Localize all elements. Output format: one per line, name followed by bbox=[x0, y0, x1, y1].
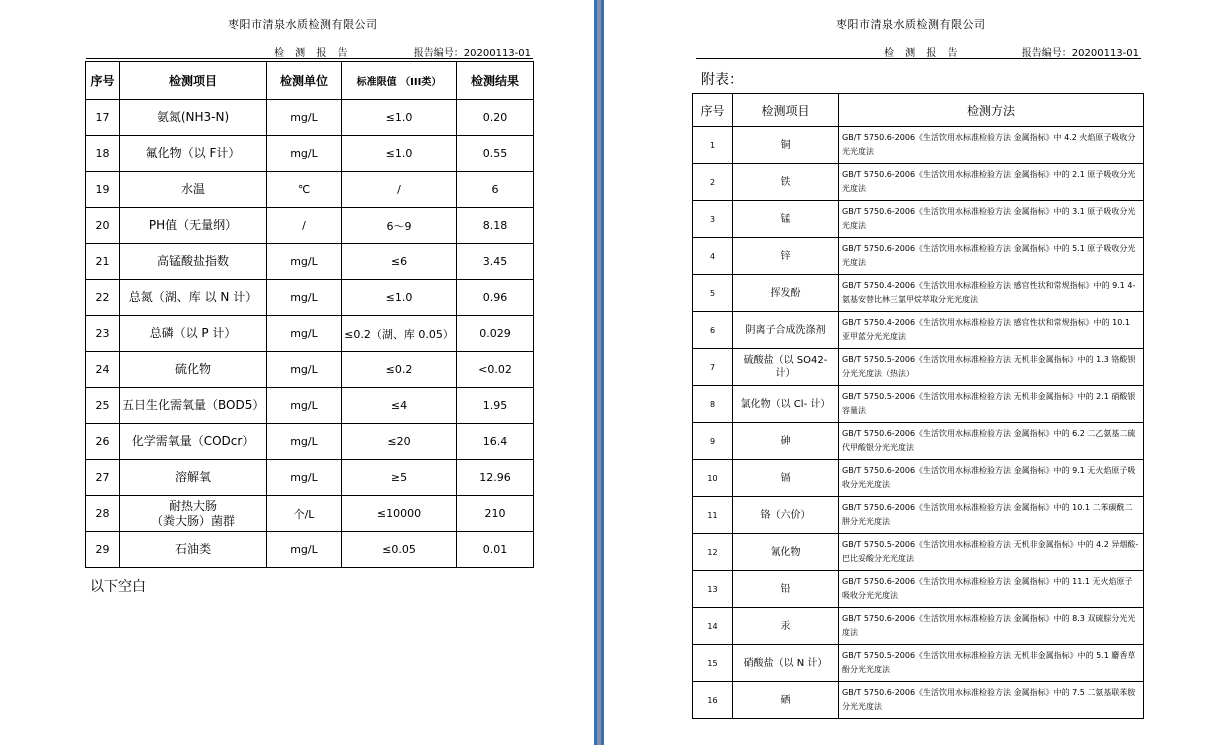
cell-standard: ≤0.2 bbox=[342, 352, 457, 388]
cell-item-text: 石油类 bbox=[174, 542, 211, 556]
cell-item-text: 五日生化需氧量（BOD5） bbox=[122, 398, 265, 412]
cell-item bbox=[120, 460, 267, 496]
company-name: 枣阳市清泉水质检测有限公司 bbox=[836, 18, 986, 31]
report-number: 报告编号：20200113-01 bbox=[413, 48, 531, 59]
cell-unit: mg/L bbox=[267, 460, 342, 496]
cell-result: 16.4 bbox=[457, 424, 534, 460]
cell-result: 0.029 bbox=[457, 316, 534, 352]
cell-no: 18 bbox=[86, 136, 120, 172]
report-title: 检 测 报 告 bbox=[274, 48, 352, 59]
cell-standard: ≥5 bbox=[342, 460, 457, 496]
report-page-left bbox=[0, 0, 594, 745]
header-result: 检测结果 bbox=[457, 62, 534, 100]
report-title: 检 测 报 告 bbox=[884, 48, 962, 59]
cell-item bbox=[120, 388, 267, 424]
cell-item: 铜 bbox=[733, 127, 839, 164]
cell-item: 镉 bbox=[733, 460, 839, 497]
cell-item: 硫酸盐（以 SO42- 计） bbox=[733, 349, 839, 386]
cell-standard: ≤0.2（湖、库 0.05） bbox=[342, 316, 457, 352]
header-item: 检测项目 bbox=[120, 62, 267, 100]
table-row bbox=[86, 172, 534, 208]
page-gap bbox=[594, 0, 604, 745]
cell-method: GB/T 5750.6-2006《生活饮用水标准检验方法 金属指标》中的 6.2 二乙氨基二硫代甲酸银分光光度法 bbox=[839, 423, 1144, 460]
cell-item bbox=[120, 316, 267, 352]
report-page-right bbox=[604, 0, 1206, 745]
table-row bbox=[693, 534, 1144, 571]
cell-no: 5 bbox=[693, 275, 733, 312]
cell-method: GB/T 5750.6-2006《生活饮用水标准检验方法 金属指标》中 4.2 火焰原子吸收分光光度法 bbox=[839, 127, 1144, 164]
cell-standard: ≤20 bbox=[342, 424, 457, 460]
cell-no: 29 bbox=[86, 532, 120, 568]
cell-item bbox=[120, 172, 267, 208]
cell-item: 氰化物 bbox=[733, 534, 839, 571]
cell-item: 铅 bbox=[733, 571, 839, 608]
cell-no: 15 bbox=[693, 645, 733, 682]
cell-method: GB/T 5750.5-2006《生活饮用水标准检验方法 无机非金属指标》中的 5.1 麝香草酚分光光度法 bbox=[839, 645, 1144, 682]
cell-item: 挥发酚 bbox=[733, 275, 839, 312]
cell-result: <0.02 bbox=[457, 352, 534, 388]
cell-item-text: 水温 bbox=[180, 182, 205, 196]
table-row bbox=[693, 201, 1144, 238]
cell-method: GB/T 5750.6-2006《生活饮用水标准检验方法 金属指标》中的 2.1 原子吸收分光光度法 bbox=[839, 164, 1144, 201]
header-standard: 标准限值 （III类） bbox=[342, 62, 457, 100]
table-row bbox=[86, 460, 534, 496]
table-row bbox=[693, 238, 1144, 275]
methods-table-header bbox=[693, 94, 1144, 127]
cell-no: 4 bbox=[693, 238, 733, 275]
header-no: 序号 bbox=[86, 62, 120, 100]
cell-unit: ℃ bbox=[267, 172, 342, 208]
cell-method: GB/T 5750.6-2006《生活饮用水标准检验方法 金属指标》中的 8.3 双硫腙分光光度法 bbox=[839, 608, 1144, 645]
cell-result: 0.01 bbox=[457, 532, 534, 568]
cell-standard: / bbox=[342, 172, 457, 208]
cell-item bbox=[120, 100, 267, 136]
cell-result: 6 bbox=[457, 172, 534, 208]
cell-result: 8.18 bbox=[457, 208, 534, 244]
cell-no: 26 bbox=[86, 424, 120, 460]
cell-unit: mg/L bbox=[267, 388, 342, 424]
cell-item: 阴离子合成洗涤剂 bbox=[733, 312, 839, 349]
company-name: 枣阳市清泉水质检测有限公司 bbox=[228, 18, 378, 31]
cell-method: GB/T 5750.6-2006《生活饮用水标准检验方法 金属指标》中的 7.5 二氨基联苯胺分光光度法 bbox=[839, 682, 1144, 719]
cell-item bbox=[120, 424, 267, 460]
cell-no: 1 bbox=[693, 127, 733, 164]
cell-item bbox=[120, 136, 267, 172]
cell-method: GB/T 5750.5-2006《生活饮用水标准检验方法 无机非金属指标》中的 4.2 异烟酸-巴比妥酸分光光度法 bbox=[839, 534, 1144, 571]
table-row bbox=[86, 100, 534, 136]
appendix-label: 附表： bbox=[701, 72, 743, 88]
cell-method: GB/T 5750.6-2006《生活饮用水标准检验方法 金属指标》中的 10.1 二苯碳酰二肼分光光度法 bbox=[839, 497, 1144, 534]
table-row bbox=[86, 208, 534, 244]
table-row bbox=[693, 312, 1144, 349]
table-row bbox=[693, 608, 1144, 645]
cell-item bbox=[120, 352, 267, 388]
cell-item: 锌 bbox=[733, 238, 839, 275]
cell-item-text: 高锰酸盐指数 bbox=[156, 254, 229, 268]
cell-no: 17 bbox=[86, 100, 120, 136]
table-row bbox=[86, 244, 534, 280]
cell-item bbox=[120, 208, 267, 244]
header-no: 序号 bbox=[693, 94, 733, 127]
page-gap-edge bbox=[594, 0, 597, 745]
table-row bbox=[693, 682, 1144, 719]
cell-no: 10 bbox=[693, 460, 733, 497]
cell-standard: ≤6 bbox=[342, 244, 457, 280]
table-row bbox=[86, 496, 534, 532]
header-unit: 检测单位 bbox=[267, 62, 342, 100]
table-row bbox=[693, 275, 1144, 312]
cell-no: 2 bbox=[693, 164, 733, 201]
cell-no: 14 bbox=[693, 608, 733, 645]
table-row bbox=[86, 352, 534, 388]
blank-note: 以下空白 bbox=[90, 579, 146, 595]
cell-item bbox=[120, 532, 267, 568]
cell-item-text: 总氮（湖、库 以 N 计） bbox=[128, 290, 258, 304]
cell-result: 1.95 bbox=[457, 388, 534, 424]
cell-item-text: 氨氮(NH3-N) bbox=[156, 110, 230, 124]
cell-item: 硒 bbox=[733, 682, 839, 719]
cell-unit: mg/L bbox=[267, 424, 342, 460]
methods-table bbox=[692, 93, 1144, 719]
cell-method: GB/T 5750.6-2006《生活饮用水标准检验方法 金属指标》中的 5.1 原子吸收分光光度法 bbox=[839, 238, 1144, 275]
header-method: 检测方法 bbox=[839, 94, 1144, 127]
cell-method: GB/T 5750.6-2006《生活饮用水标准检验方法 金属指标》中的 11.1 无火焰原子吸收分光光度法 bbox=[839, 571, 1144, 608]
cell-standard: ≤1.0 bbox=[342, 280, 457, 316]
cell-no: 11 bbox=[693, 497, 733, 534]
cell-no: 16 bbox=[693, 682, 733, 719]
table-row bbox=[86, 280, 534, 316]
table-row bbox=[86, 424, 534, 460]
report-number: 报告编号：20200113-01 bbox=[1021, 48, 1139, 59]
table-row bbox=[86, 316, 534, 352]
table-row bbox=[86, 388, 534, 424]
cell-item-text: 硫化物 bbox=[174, 362, 211, 376]
cell-no: 20 bbox=[86, 208, 120, 244]
table-row bbox=[693, 460, 1144, 497]
cell-item-text: 氟化物（以 F计） bbox=[145, 146, 241, 160]
cell-no: 19 bbox=[86, 172, 120, 208]
report-header bbox=[86, 44, 533, 59]
cell-item-text: 耐热大肠 （粪大肠）菌群 bbox=[150, 498, 235, 528]
cell-method: GB/T 5750.4-2006《生活饮用水标准检验方法 感官性状和常规指标》中的 9.1 4-氨基安替比林三氯甲烷萃取分光光度法 bbox=[839, 275, 1144, 312]
results-table-header bbox=[86, 62, 534, 100]
cell-no: 28 bbox=[86, 496, 120, 532]
cell-item: 铬（六价） bbox=[733, 497, 839, 534]
cell-no: 23 bbox=[86, 316, 120, 352]
cell-unit: mg/L bbox=[267, 136, 342, 172]
cell-item: 汞 bbox=[733, 608, 839, 645]
cell-no: 7 bbox=[693, 349, 733, 386]
table-row bbox=[693, 349, 1144, 386]
cell-method: GB/T 5750.6-2006《生活饮用水标准检验方法 金属指标》中的 3.1 原子吸收分光光度法 bbox=[839, 201, 1144, 238]
cell-unit: / bbox=[267, 208, 342, 244]
table-row bbox=[693, 164, 1144, 201]
cell-result: 0.20 bbox=[457, 100, 534, 136]
results-table bbox=[85, 61, 534, 568]
table-row bbox=[86, 532, 534, 568]
cell-no: 24 bbox=[86, 352, 120, 388]
cell-no: 13 bbox=[693, 571, 733, 608]
cell-no: 6 bbox=[693, 312, 733, 349]
cell-result: 0.55 bbox=[457, 136, 534, 172]
cell-method: GB/T 5750.5-2006《生活饮用水标准检验方法 无机非金属指标》中的 2.1 硝酸银容量法 bbox=[839, 386, 1144, 423]
table-row bbox=[86, 136, 534, 172]
cell-no: 3 bbox=[693, 201, 733, 238]
cell-result: 210 bbox=[457, 496, 534, 532]
cell-standard: ≤0.05 bbox=[342, 532, 457, 568]
cell-unit: mg/L bbox=[267, 244, 342, 280]
report-header bbox=[696, 44, 1141, 59]
cell-item-text: PH值（无量纲） bbox=[148, 218, 238, 232]
cell-no: 9 bbox=[693, 423, 733, 460]
cell-standard: ≤4 bbox=[342, 388, 457, 424]
cell-unit: mg/L bbox=[267, 280, 342, 316]
cell-result: 12.96 bbox=[457, 460, 534, 496]
cell-no: 12 bbox=[693, 534, 733, 571]
cell-unit: 个/L bbox=[267, 496, 342, 532]
cell-standard: ≤10000 bbox=[342, 496, 457, 532]
cell-result: 3.45 bbox=[457, 244, 534, 280]
cell-method: GB/T 5750.6-2006《生活饮用水标准检验方法 金属指标》中的 9.1 无火焰原子吸收分光光度法 bbox=[839, 460, 1144, 497]
cell-unit: mg/L bbox=[267, 532, 342, 568]
cell-unit: mg/L bbox=[267, 100, 342, 136]
cell-standard: 6～9 bbox=[342, 208, 457, 244]
header-item: 检测项目 bbox=[733, 94, 839, 127]
cell-no: 27 bbox=[86, 460, 120, 496]
cell-item-text: 溶解氧 bbox=[174, 470, 211, 484]
table-row bbox=[693, 645, 1144, 682]
cell-standard: ≤1.0 bbox=[342, 100, 457, 136]
table-row bbox=[693, 497, 1144, 534]
cell-no: 21 bbox=[86, 244, 120, 280]
table-row bbox=[693, 571, 1144, 608]
cell-no: 22 bbox=[86, 280, 120, 316]
cell-item-text: 总磷（以 P 计） bbox=[149, 326, 237, 340]
cell-item: 砷 bbox=[733, 423, 839, 460]
cell-method: GB/T 5750.5-2006《生活饮用水标准检验方法 无机非金属指标》中的 1.3 铬酸钡分光光度法（热法） bbox=[839, 349, 1144, 386]
cell-standard: ≤1.0 bbox=[342, 136, 457, 172]
cell-item: 锰 bbox=[733, 201, 839, 238]
table-row bbox=[693, 423, 1144, 460]
cell-item: 硝酸盐（以 N 计） bbox=[733, 645, 839, 682]
cell-item: 铁 bbox=[733, 164, 839, 201]
cell-item bbox=[120, 280, 267, 316]
table-row bbox=[693, 127, 1144, 164]
cell-unit: mg/L bbox=[267, 316, 342, 352]
cell-no: 8 bbox=[693, 386, 733, 423]
cell-item bbox=[120, 244, 267, 280]
cell-item-text: 化学需氧量（CODcr） bbox=[131, 434, 255, 448]
cell-item bbox=[120, 496, 267, 532]
cell-method: GB/T 5750.4-2006《生活饮用水标准检验方法 感官性状和常规指标》中的 10.1 亚甲蓝分光光度法 bbox=[839, 312, 1144, 349]
cell-no: 25 bbox=[86, 388, 120, 424]
table-row bbox=[693, 386, 1144, 423]
cell-result: 0.96 bbox=[457, 280, 534, 316]
cell-item: 氯化物（以 Cl- 计） bbox=[733, 386, 839, 423]
cell-unit: mg/L bbox=[267, 352, 342, 388]
